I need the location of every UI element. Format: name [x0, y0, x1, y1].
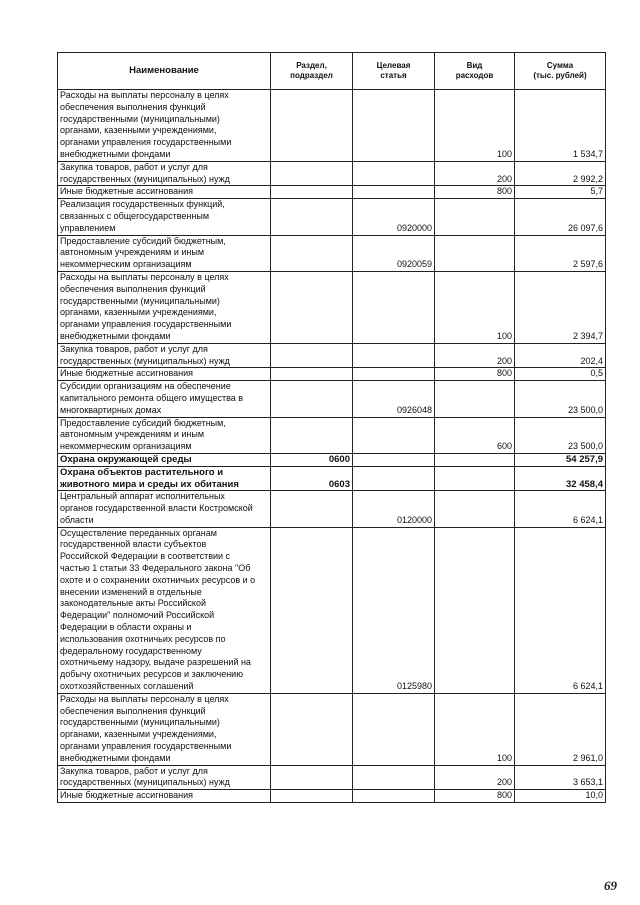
- table-header-row: [58, 53, 606, 90]
- cell-type: [435, 491, 515, 527]
- cell-section: [271, 417, 353, 453]
- header-type: Вид расходов: [435, 53, 515, 90]
- cell-name: Закупка товаров, работ и услуг для государственных (муниципальных) нужд: [58, 161, 271, 186]
- cell-sum: 23 500,0: [515, 417, 606, 453]
- table-row: [58, 453, 606, 466]
- cell-type: 200: [435, 161, 515, 186]
- cell-target: 0920000: [353, 199, 435, 235]
- cell-target: [353, 466, 435, 491]
- header-name: Наименование: [58, 53, 271, 90]
- cell-sum: 32 458,4: [515, 466, 606, 491]
- table-row: [58, 161, 606, 186]
- cell-name: Охрана объектов растительного и животного мира и среды их обитания: [58, 466, 271, 491]
- cell-target: [353, 271, 435, 343]
- cell-name: Закупка товаров, работ и услуг для государственных (муниципальных) нужд: [58, 765, 271, 790]
- cell-section: [271, 235, 353, 271]
- cell-target: [353, 693, 435, 765]
- cell-name: Предоставление субсидий бюджетным, автономным учреждениям и иным некоммерческим организациям: [58, 235, 271, 271]
- cell-type: 800: [435, 368, 515, 381]
- cell-type: 800: [435, 186, 515, 199]
- cell-type: [435, 199, 515, 235]
- cell-sum: 6 624,1: [515, 527, 606, 693]
- cell-type: [435, 381, 515, 417]
- cell-type: [435, 453, 515, 466]
- table-row: [58, 693, 606, 765]
- table-row: [58, 417, 606, 453]
- cell-target: 0926048: [353, 381, 435, 417]
- table-row: [58, 491, 606, 527]
- cell-target: [353, 90, 435, 162]
- cell-section: [271, 161, 353, 186]
- cell-name: Расходы на выплаты персоналу в целях обеспечения выполнения функций государственными (муниципальными) органами, казенными учреждениями, органами управления государственными внебюджетными фондами: [58, 693, 271, 765]
- cell-target: [353, 453, 435, 466]
- table-body: [58, 90, 606, 803]
- cell-name: Иные бюджетные ассигнования: [58, 790, 271, 803]
- table-row: [58, 765, 606, 790]
- cell-target: [353, 790, 435, 803]
- cell-section: 0600: [271, 453, 353, 466]
- cell-sum: 2 394,7: [515, 271, 606, 343]
- cell-sum: 2 597,6: [515, 235, 606, 271]
- cell-section: [271, 343, 353, 368]
- header-target: Целевая статья: [353, 53, 435, 90]
- cell-section: [271, 186, 353, 199]
- cell-sum: 3 653,1: [515, 765, 606, 790]
- cell-sum: 26 097,6: [515, 199, 606, 235]
- table-row: [58, 186, 606, 199]
- cell-name: Иные бюджетные ассигнования: [58, 368, 271, 381]
- cell-sum: 1 534,7: [515, 90, 606, 162]
- cell-sum: 202,4: [515, 343, 606, 368]
- cell-section: [271, 527, 353, 693]
- cell-target: 0920059: [353, 235, 435, 271]
- cell-type: 200: [435, 765, 515, 790]
- cell-type: [435, 235, 515, 271]
- header-section: Раздел, подраздел: [271, 53, 353, 90]
- cell-section: 0603: [271, 466, 353, 491]
- cell-target: [353, 765, 435, 790]
- cell-sum: 0,5: [515, 368, 606, 381]
- table-row: [58, 199, 606, 235]
- cell-sum: 2 961,0: [515, 693, 606, 765]
- cell-section: [271, 693, 353, 765]
- cell-sum: 10,0: [515, 790, 606, 803]
- table-row: [58, 368, 606, 381]
- cell-target: [353, 343, 435, 368]
- cell-name: Закупка товаров, работ и услуг для государственных (муниципальных) нужд: [58, 343, 271, 368]
- cell-section: [271, 271, 353, 343]
- cell-name: Субсидии организациям на обеспечение капитального ремонта общего имущества в многоквартирных домах: [58, 381, 271, 417]
- cell-target: [353, 186, 435, 199]
- cell-name: Предоставление субсидий бюджетным, автономным учреждениям и иным некоммерческим организациям: [58, 417, 271, 453]
- cell-type: 600: [435, 417, 515, 453]
- cell-target: [353, 368, 435, 381]
- header-sum: Сумма (тыс. рублей): [515, 53, 606, 90]
- cell-name: Иные бюджетные ассигнования: [58, 186, 271, 199]
- budget-table: [57, 52, 606, 803]
- table-row: [58, 343, 606, 368]
- cell-section: [271, 368, 353, 381]
- table-row: [58, 235, 606, 271]
- cell-name: Осуществление переданных органам государственной власти субъектов Российской Федерации в соответствии с частью 1 статьи 33 Федерального закона "Об охоте и о сохранении охотничьих ресурсов и о внесении изменений в отдельные законодательные акты Российской Федерации" полномочий Российской Федерации в области охраны и использования охотничьих ресурсов по федеральному государственному охотничьему надзору, выдаче разрешений на добычу охотничьих ресурсов и заключению охотхозяйственных соглашений: [58, 527, 271, 693]
- cell-target: [353, 417, 435, 453]
- cell-section: [271, 765, 353, 790]
- table-row: [58, 466, 606, 491]
- table-row: [58, 527, 606, 693]
- table-row: [58, 790, 606, 803]
- cell-target: 0125980: [353, 527, 435, 693]
- cell-sum: 23 500,0: [515, 381, 606, 417]
- cell-type: [435, 527, 515, 693]
- cell-type: 800: [435, 790, 515, 803]
- table-row: [58, 271, 606, 343]
- cell-name: Расходы на выплаты персоналу в целях обеспечения выполнения функций государственными (муниципальными) органами, казенными учреждениями, органами управления государственными внебюджетными фондами: [58, 90, 271, 162]
- cell-sum: 6 624,1: [515, 491, 606, 527]
- cell-section: [271, 199, 353, 235]
- cell-type: 200: [435, 343, 515, 368]
- cell-name: Реализация государственных функций, связанных с общегосударственным управлением: [58, 199, 271, 235]
- table-row: [58, 90, 606, 162]
- cell-section: [271, 491, 353, 527]
- cell-name: Расходы на выплаты персоналу в целях обеспечения выполнения функций государственными (муниципальными) органами, казенными учреждениями, органами управления государственными внебюджетными фондами: [58, 271, 271, 343]
- cell-type: 100: [435, 90, 515, 162]
- cell-type: 100: [435, 271, 515, 343]
- cell-section: [271, 90, 353, 162]
- cell-target: [353, 161, 435, 186]
- cell-name: Центральный аппарат исполнительных органов государственной власти Костромской области: [58, 491, 271, 527]
- cell-type: 100: [435, 693, 515, 765]
- cell-sum: 54 257,9: [515, 453, 606, 466]
- cell-target: 0120000: [353, 491, 435, 527]
- cell-type: [435, 466, 515, 491]
- cell-sum: 5,7: [515, 186, 606, 199]
- table-row: [58, 381, 606, 417]
- page-number: 69: [604, 878, 617, 893]
- cell-section: [271, 381, 353, 417]
- cell-section: [271, 790, 353, 803]
- cell-sum: 2 992,2: [515, 161, 606, 186]
- cell-name: Охрана окружающей среды: [58, 453, 271, 466]
